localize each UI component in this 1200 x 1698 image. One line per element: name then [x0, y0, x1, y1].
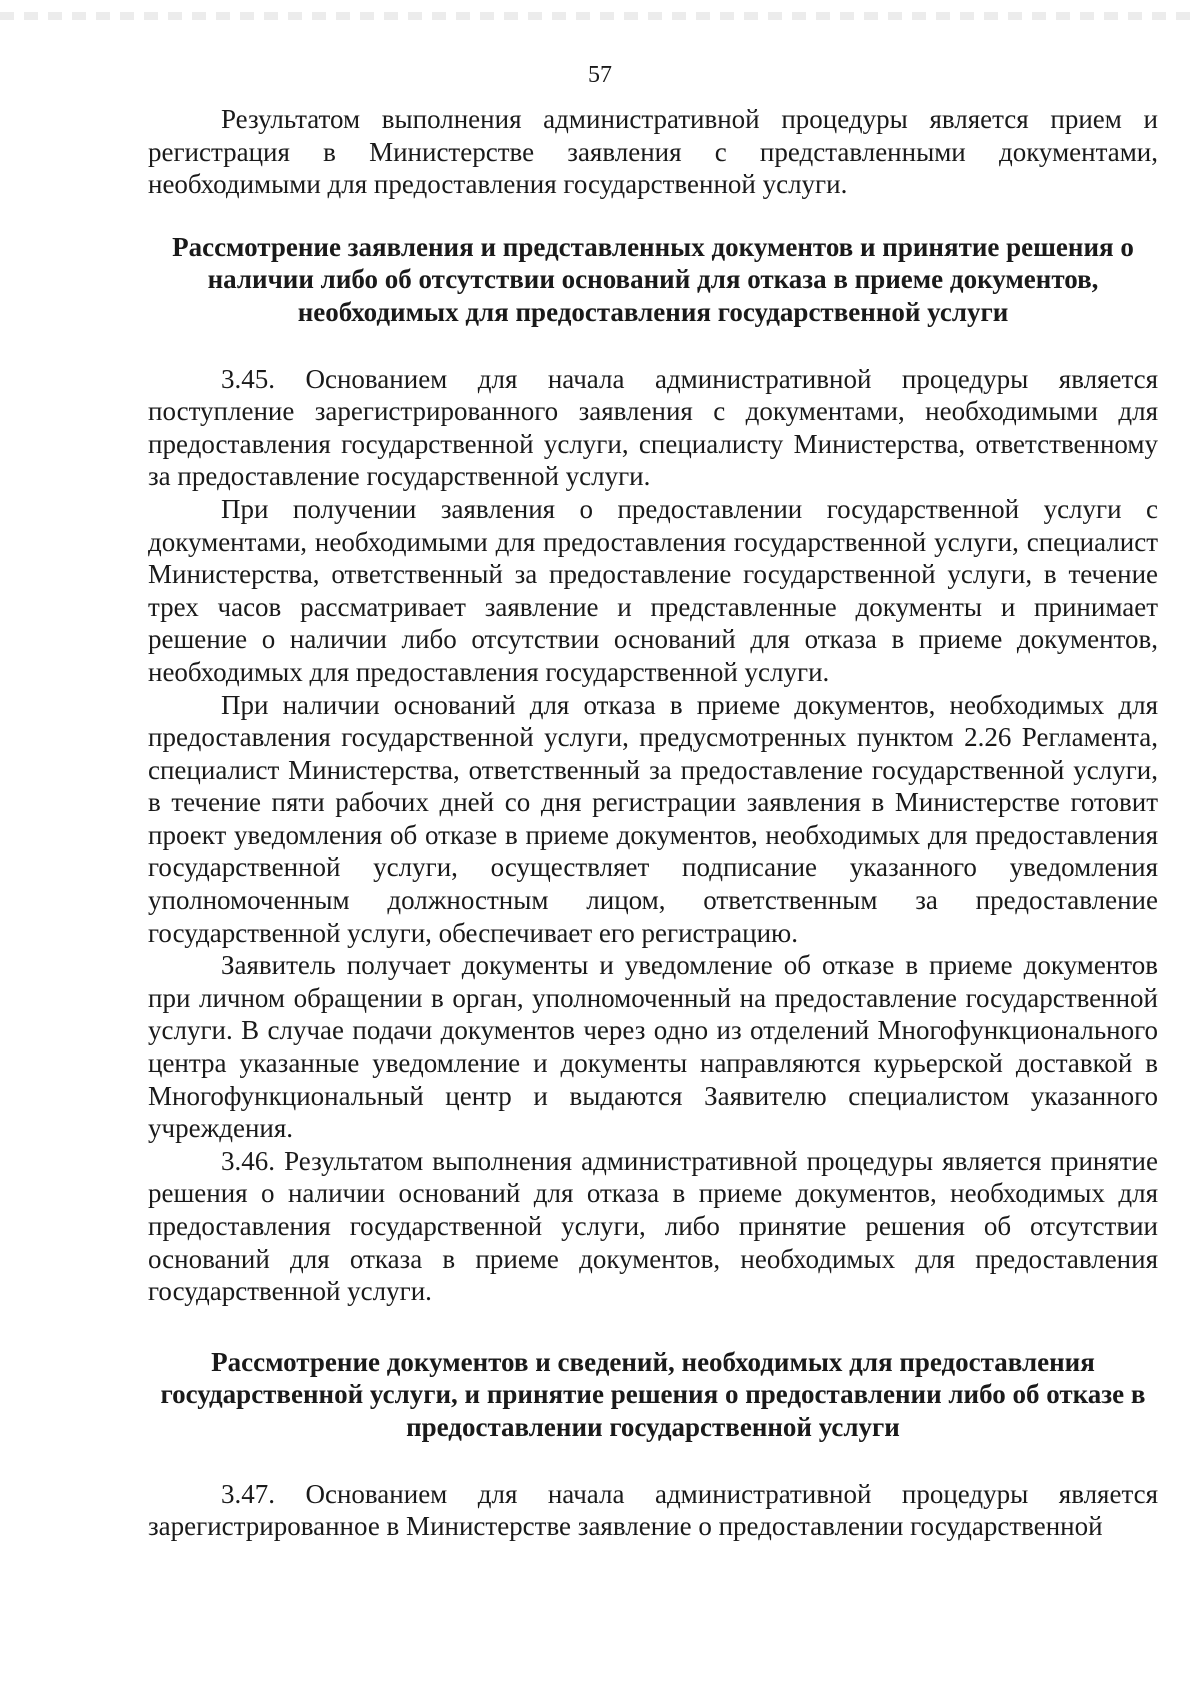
document-body	[148, 103, 1158, 1543]
paragraph-applicant-receives: Заявитель получает документы и уведомление об отказе в приеме документов при личном обращении в орган, уполномоченный на предоставление государственной услуги. В случае подачи документов через одно из отделений Многофункционального центра указанные уведомление и документы направляются курьерской доставкой в Многофункциональный центр и выдаются Заявителю специалистом указанного учреждения.	[148, 950, 1158, 1144]
paragraph-3-45: 3.45. Основанием для начала административной процедуры является поступление зарегистрированного заявления с документами, необходимыми для предоставления государственной услуги, специалисту Министерства, ответственному за предоставление государственной услуги.	[148, 363, 1158, 492]
scan-edge-artifact	[0, 12, 1200, 20]
paragraph-3-46: 3.46. Результатом выполнения административной процедуры является принятие решения о наличии оснований для отказа в приеме документов, необходимых для предоставления государственной услуги, либо принятие решения об отсутствии оснований для отказа в приеме документов, необходимых для предоставления государственной услуги.	[148, 1145, 1158, 1307]
page-number: 57	[588, 62, 612, 88]
paragraph-refusal-grounds: При наличии оснований для отказа в приеме документов, необходимых для предоставления государственной услуги, предусмотренных пунктом 2.26 Регламента, специалист Министерства, ответственный за предоставление государственной услуги, в течение пяти рабочих дней со дня регистрации заявления в Министерстве готовит проект уведомления об отказе в приеме документов, необходимых для предоставления государственной услуги, осуществляет подписание указанного уведомления уполномоченным должностным лицом, ответственным за предоставление государственной услуги, обеспечивает его регистрацию.	[148, 689, 1158, 948]
section-heading-1: Рассмотрение заявления и представленных документов и принятие решения о наличии либо об отсутствии оснований для отказа в приеме документов, необходимых для предоставления государственной услуги	[172, 231, 1134, 327]
section-heading-2: Рассмотрение документов и сведений, необходимых для предоставления государственной услуги, и принятие решения о предоставлении либо об отказе в предоставлении государственной услуги	[160, 1346, 1146, 1442]
intro-paragraph: Результатом выполнения административной процедуры является прием и регистрация в Министерстве заявления с представленными документами, необходимыми для предоставления государственной услуги.	[148, 104, 1158, 200]
paragraph-review: При получении заявления о предоставлении государственной услуги с документами, необходимыми для предоставления государственной услуги, специалист Министерства, ответственный за предоставление государственной услуги, в течение трех часов рассматривает заявление и представленные документы и принимает решение о наличии либо отсутствии оснований для отказа в приеме документов, необходимых для предоставления государственной услуги.	[148, 493, 1158, 687]
paragraph-3-47: 3.47. Основанием для начала административной процедуры является зарегистрированное в Министерстве заявление о предоставлении государственной	[148, 1478, 1158, 1542]
